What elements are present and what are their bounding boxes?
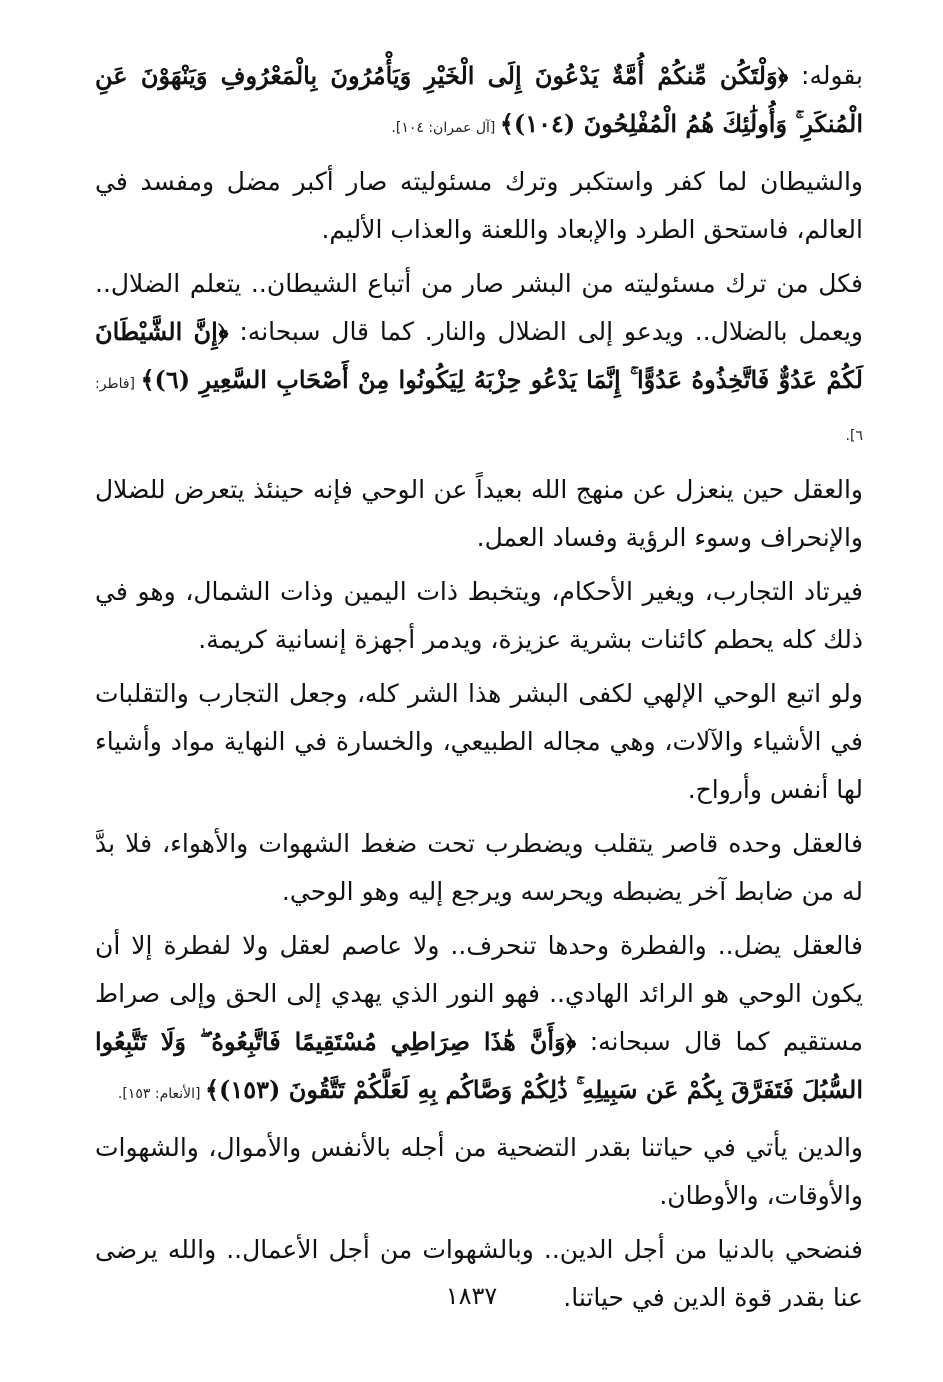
paragraph-text: والدين يأتي في حياتنا بقدر التضحية من أجله بالأنفس والأموال، والشهوات والأوقات، والأوطان.	[95, 1133, 863, 1210]
paragraph	[95, 158, 863, 254]
quran-verse: ﴿وَلْتَكُن مِّنكُمْ أُمَّةٌ يَدْعُونَ إِلَى الْخَيْرِ وَيَأْمُرُونَ بِالْمَعْرُوفِ وَيَنْهَوْنَ عَنِ الْمُنكَرِ ۚ وَأُولَٰئِكَ هُمُ الْمُفْلِحُونَ (١٠٤)﴾	[95, 61, 863, 138]
paragraph	[95, 260, 863, 460]
paragraph	[95, 820, 863, 916]
quran-verse: ﴿وَأَنَّ هَٰذَا صِرَاطِي مُسْتَقِيمًا فَاتَّبِعُوهُ ۖ وَلَا تَتَّبِعُوا السُّبُلَ فَتَفَرَّقَ بِكُمْ عَن سَبِيلِهِ ۚ ذَٰلِكُمْ وَصَّاكُم بِهِ لَعَلَّكُمْ تَتَّقُونَ (١٥٣)﴾	[95, 1027, 863, 1104]
paragraph-text: والعقل حين ينعزل عن منهج الله بعيداً عن الوحي فإنه حينئذ يتعرض للضلال والإنحراف وسوء الرؤية وفساد العمل.	[95, 475, 863, 552]
paragraph	[95, 670, 863, 814]
paragraph-text: والشيطان لما كفر واستكبر وترك مسئوليته صار أكبر مضل ومفسد في العالم، فاستحق الطرد والإبعاد واللعنة والعذاب الأليم.	[95, 167, 863, 244]
quran-verse: ﴿إِنَّ الشَّيْطَانَ لَكُمْ عَدُوٌّ فَاتَّخِذُوهُ عَدُوًّا ۚ إِنَّمَا يَدْعُو حِزْبَهُ لِيَكُونُوا مِنْ أَصْحَابِ السَّعِيرِ (٦)﴾	[95, 317, 863, 394]
paragraph-text: فنضحي بالدنيا من أجل الدين.. وبالشهوات من أجل الأعمال.. والله يرضى عنا بقدر قوة الدين في حياتنا.	[95, 1235, 863, 1312]
paragraph-text: بقوله:	[788, 61, 863, 90]
paragraph	[95, 922, 863, 1118]
paragraph	[95, 568, 863, 664]
paragraph-text: فكل من ترك مسئوليته من البشر صار من أتباع الشيطان.. يتعلم الضلال.. ويعمل بالضلال.. ويدعو إلى الضلال والنار. كما قال سبحانه:	[95, 269, 863, 346]
verse-reference: [آل عمران: ١٠٤].	[391, 120, 500, 136]
paragraph	[95, 52, 863, 152]
verse-reference: [الأنعام: ١٥٣].	[117, 1086, 205, 1102]
paragraph	[95, 1124, 863, 1220]
page-number: ١٨٣٧	[445, 1282, 498, 1310]
paragraph-text: فيرتاد التجارب، ويغير الأحكام، ويتخبط ذات اليمين وذات الشمال، وهو في ذلك كله يحطم كائنات بشرية عزيزة، ويدمر أجهزة إنسانية كريمة.	[95, 577, 863, 654]
paragraph-text: فالعقل وحده قاصر يتقلب ويضطرب تحت ضغط الشهوات والأهواء، فلا بدَّ له من ضابط آخر يضبطه ويحرسه ويرجع إليه وهو الوحي.	[95, 829, 863, 906]
verse-reference: [فاطر: ٦].	[95, 376, 863, 444]
page-body	[95, 52, 863, 1328]
paragraph-text: فالعقل يضل.. والفطرة وحدها تنحرف.. ولا عاصم لعقل ولا لفطرة إلا أن يكون الوحي هو الرائد الهادي.. فهو النور الذي يهدي إلى الحق وإلى صراط مستقيم كما قال سبحانه:	[95, 931, 863, 1056]
paragraph	[95, 466, 863, 562]
paragraph-text: ولو اتبع الوحي الإلهي لكفى البشر هذا الشر كله، وجعل التجارب والتقلبات في الأشياء والآلات، وهي مجاله الطبيعي، والخسارة في النهاية مواد وأشياء لها أنفس وأرواح.	[95, 679, 863, 804]
